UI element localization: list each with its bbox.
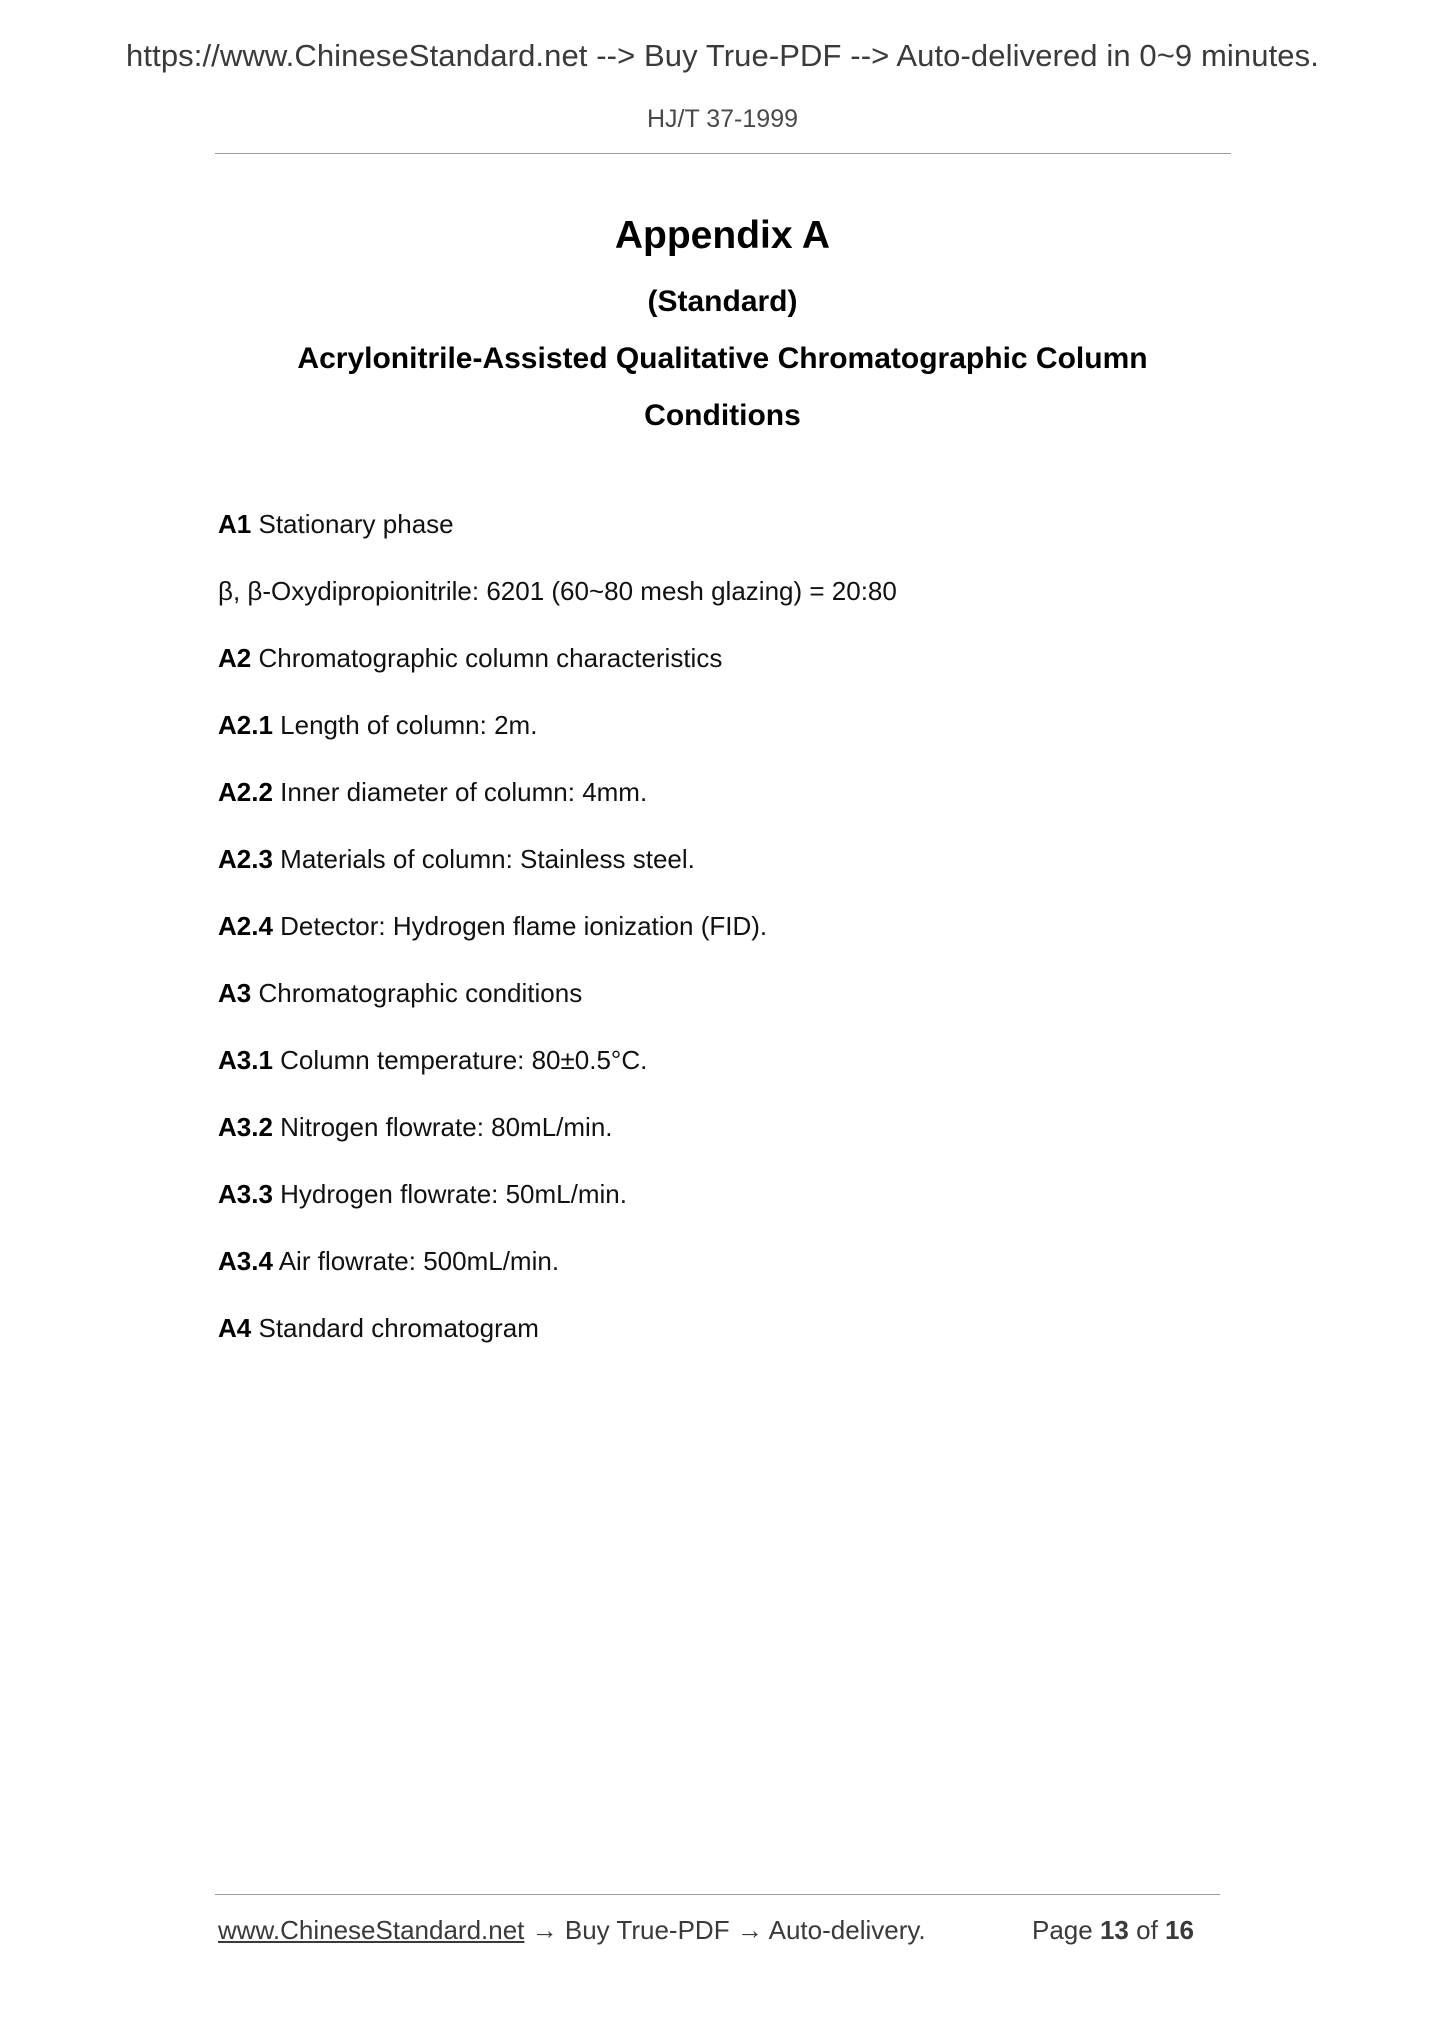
clause-number: A3.3 (218, 1179, 273, 1209)
page-label: Page (1032, 1915, 1093, 1945)
appendix-heading-line-2: Conditions (644, 399, 801, 432)
standard-code: HJ/T 37-1999 (646, 105, 798, 133)
appendix-type: (Standard) (647, 285, 798, 318)
footer-buy-text: Buy True-PDF (564, 1915, 730, 1945)
clause-number: A2 (218, 643, 252, 673)
clause-a2-2 (218, 777, 647, 808)
clause-text: Length of column: 2m. (280, 710, 538, 740)
clause-number: A1 (218, 509, 252, 539)
clause-text: Nitrogen flowrate: 80mL/min. (280, 1112, 613, 1142)
page-total: 16 (1165, 1915, 1194, 1945)
appendix-title: Appendix A (614, 214, 831, 257)
footer-divider (215, 1894, 1220, 1895)
clause-number: A3 (218, 978, 252, 1008)
clause-text: Detector: Hydrogen flame ionization (FID). (280, 911, 768, 941)
clause-text: Chromatographic conditions (258, 978, 583, 1008)
clause-text: Materials of column: Stainless steel. (280, 844, 695, 874)
clause-a3-1 (218, 1045, 647, 1076)
footer-links (218, 1915, 926, 1946)
page-indicator (1032, 1915, 1194, 1946)
arrow-right-icon: → (531, 1915, 558, 1945)
clause-number: A3.1 (218, 1045, 273, 1075)
clause-a3-4 (218, 1246, 559, 1277)
clause-text: Column temperature: 80±0.5°C. (280, 1045, 648, 1075)
clause-a3-2 (218, 1112, 613, 1143)
clause-text: Chromatographic column characteristics (258, 643, 723, 673)
clause-a2-3 (218, 844, 695, 875)
clause-number: A2.3 (218, 844, 273, 874)
header-banner: https://www.ChineseStandard.net --> Buy True-PDF --> Auto-delivered in 0~9 minutes. (126, 38, 1319, 73)
clause-a1-content (218, 576, 897, 607)
clause-text: Air flowrate: 500mL/min. (278, 1246, 560, 1276)
arrow-right-icon: → (736, 1915, 763, 1945)
footer-site-link[interactable]: www.ChineseStandard.net (218, 1915, 525, 1945)
page-of-label: of (1136, 1915, 1158, 1945)
clause-number: A3.2 (218, 1112, 273, 1142)
footer-delivery-text: Auto-delivery. (768, 1915, 926, 1945)
clause-number: A2.1 (218, 710, 273, 740)
clause-a2 (218, 643, 722, 674)
clause-a2-1 (218, 710, 537, 741)
clause-a3-3 (218, 1179, 627, 1210)
clause-text: Inner diameter of column: 4mm. (280, 777, 648, 807)
clause-number: A2.2 (218, 777, 273, 807)
clause-a2-4 (218, 911, 767, 942)
page-current: 13 (1099, 1915, 1129, 1945)
clause-text: Stationary phase (258, 509, 454, 539)
clause-a4 (218, 1313, 539, 1344)
clause-number: A4 (218, 1313, 252, 1343)
header-divider (215, 153, 1231, 154)
clause-a1 (218, 509, 454, 540)
clause-text: β, β-Oxydipropionitrile: 6201 (60~80 mesh glazing) = 20:80 (218, 576, 897, 606)
clause-number: A2.4 (218, 911, 273, 941)
clause-text: Standard chromatogram (258, 1313, 539, 1343)
appendix-heading-line-1: Acrylonitrile-Assisted Qualitative Chromatographic Column (297, 342, 1148, 375)
clause-text: Hydrogen flowrate: 50mL/min. (280, 1179, 627, 1209)
clause-number: A3.4 (218, 1246, 273, 1276)
clause-a3 (218, 978, 582, 1009)
